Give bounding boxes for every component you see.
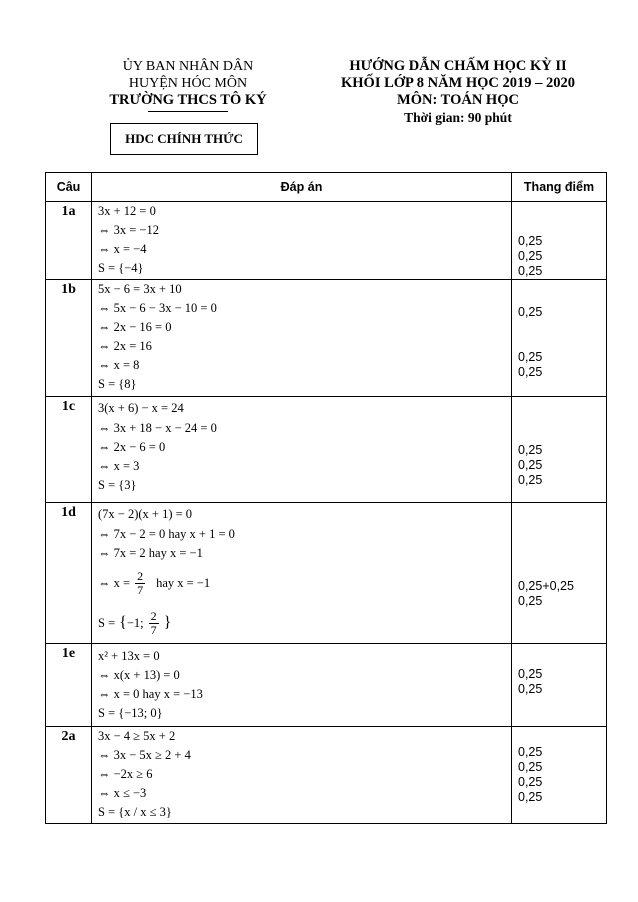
table-row	[46, 202, 607, 280]
fraction	[149, 610, 159, 637]
score-value: 0,25	[518, 473, 543, 487]
answer-line: ⇔ x = −4	[98, 242, 147, 256]
answer-text: ⇔ x =	[98, 575, 131, 590]
score-value: 0,25	[518, 760, 543, 774]
table-row	[46, 280, 607, 397]
answer-text: S =	[98, 615, 116, 630]
answer-line: ⇔ x ≤ −3	[98, 786, 147, 800]
fraction-denominator: 7	[150, 622, 157, 637]
doc-subject: MÔN: TOÁN HỌC	[397, 92, 519, 108]
score-value: 0,25+0,25	[518, 579, 574, 593]
doc-title: HƯỚNG DẪN CHẤM HỌC KỲ II	[349, 58, 567, 74]
score-value: 0,25	[518, 682, 543, 696]
answer-line: x² + 13x = 0	[98, 649, 160, 663]
answer-cell	[92, 644, 512, 727]
answer-line: ⇔ 5x − 6 − 3x − 10 = 0	[98, 301, 217, 315]
school-name: TRƯỜNG THCS TÔ KÝ	[109, 92, 267, 108]
col-header-score: Thang điểm	[512, 173, 607, 202]
question-id: 1b	[46, 280, 92, 397]
answer-line: ⇔ 3x − 5x ≥ 2 + 4	[98, 748, 191, 762]
answer-line: (7x − 2)(x + 1) = 0	[98, 507, 193, 521]
answer-line: S = {8}	[98, 377, 137, 391]
score-value: 0,25	[518, 594, 543, 608]
answer-cell	[92, 397, 512, 503]
score-value: 0,25	[518, 249, 543, 263]
score-value: 0,25	[518, 264, 543, 278]
score-value: 0,25	[518, 790, 543, 804]
answer-line	[98, 603, 505, 643]
score-value: 0,25	[518, 745, 543, 759]
answer-line: 3(x + 6) − x = 24	[98, 401, 184, 415]
brace-close: }	[163, 614, 172, 631]
score-value: 0,25	[518, 305, 543, 319]
score-value: 0,25	[518, 443, 543, 457]
answer-line: S = {−13; 0}	[98, 706, 163, 720]
answer-line: ⇔ 3x = −12	[98, 223, 159, 237]
fraction	[135, 570, 145, 597]
col-header-question: Câu	[46, 173, 92, 202]
answer-cell	[92, 280, 512, 397]
answer-line: ⇔ 2x = 16	[98, 339, 152, 353]
official-stamp: HDC CHÍNH THỨC	[110, 123, 258, 155]
score-value: 0,25	[518, 234, 543, 248]
answer-line: S = {x / x ≤ 3}	[98, 805, 172, 819]
table-row	[46, 644, 607, 727]
brace-open: {	[119, 614, 127, 631]
answer-line: 5x − 6 = 3x + 10	[98, 282, 182, 296]
fraction-numerator: 2	[150, 608, 157, 623]
score-cell	[512, 280, 607, 397]
answer-cell	[92, 727, 512, 824]
header-left	[88, 58, 288, 112]
score-value: 0,25	[518, 365, 543, 379]
answer-line: ⇔ 3x + 18 − x − 24 = 0	[98, 421, 217, 435]
score-cell	[512, 644, 607, 727]
answer-line: S = {3}	[98, 478, 137, 492]
table-row	[46, 503, 607, 644]
fraction-numerator: 2	[137, 568, 144, 583]
answer-text: −1;	[126, 615, 144, 630]
doc-duration: Thời gian: 90 phút	[404, 110, 512, 125]
answer-line: ⇔ x = 0 hay x = −13	[98, 687, 203, 701]
table-row	[46, 397, 607, 503]
question-id: 1a	[46, 202, 92, 280]
answer-cell	[92, 503, 512, 644]
score-cell	[512, 503, 607, 644]
answer-line: ⇔ 2x − 6 = 0	[98, 440, 166, 454]
question-id: 1e	[46, 644, 92, 727]
doc-grade-year: KHỐI LỚP 8 NĂM HỌC 2019 – 2020	[340, 75, 576, 91]
answer-text: hay x = −1	[156, 575, 211, 590]
score-cell	[512, 397, 607, 503]
header-divider	[148, 111, 228, 112]
score-value: 0,25	[518, 775, 543, 789]
col-header-answer: Đáp án	[92, 173, 512, 202]
answer-line: 3x − 4 ≥ 5x + 2	[98, 729, 176, 743]
score-cell	[512, 202, 607, 280]
question-id: 1c	[46, 397, 92, 503]
answer-line: ⇔ x(x + 13) = 0	[98, 668, 180, 682]
score-cell	[512, 727, 607, 824]
fraction-denominator: 7	[137, 582, 144, 597]
table-row	[46, 727, 607, 824]
score-value: 0,25	[518, 667, 543, 681]
score-value: 0,25	[518, 458, 543, 472]
answer-line: ⇔ 2x − 16 = 0	[98, 320, 172, 334]
answer-line: ⇔ 7x − 2 = 0 hay x + 1 = 0	[98, 527, 235, 541]
header-right	[308, 58, 608, 126]
answer-cell	[92, 202, 512, 280]
committee-line: ỦY BAN NHÂN DÂN	[122, 59, 254, 74]
answer-line: ⇔ 7x = 2 hay x = −1	[98, 546, 203, 560]
answer-line: ⇔ x = 8	[98, 358, 140, 372]
district-line: HUYỆN HÓC MÔN	[128, 76, 248, 91]
answer-line: 3x + 12 = 0	[98, 204, 156, 218]
question-id: 2a	[46, 727, 92, 824]
score-value: 0,25	[518, 350, 543, 364]
answer-line: S = {−4}	[98, 261, 144, 275]
answer-line: ⇔ x = 3	[98, 459, 140, 473]
answer-line: ⇔ −2x ≥ 6	[98, 767, 153, 781]
table-header-row	[46, 173, 607, 202]
answer-table	[45, 172, 607, 824]
answer-line	[98, 563, 505, 603]
question-id: 1d	[46, 503, 92, 644]
